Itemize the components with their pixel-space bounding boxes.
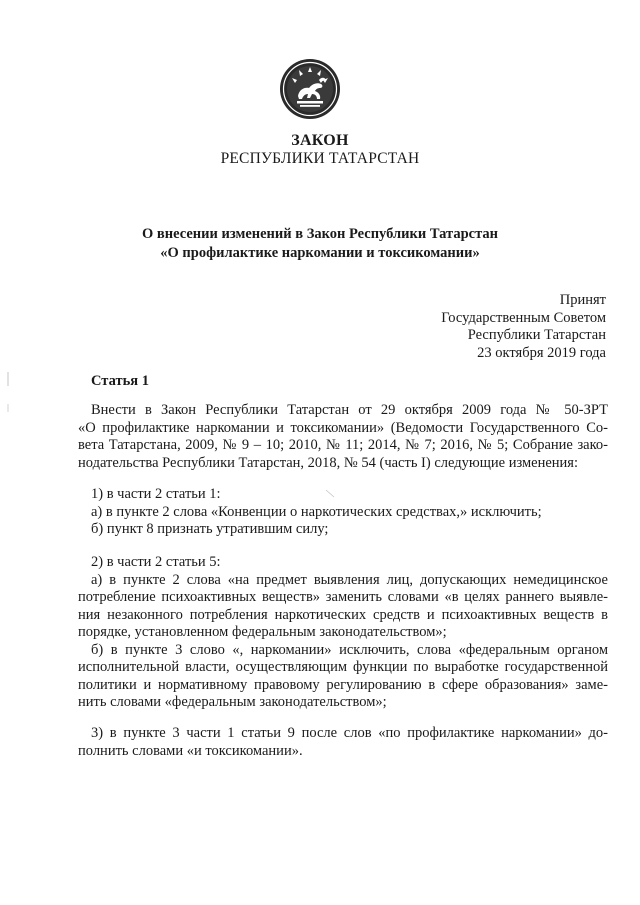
text-line: политики и нормативному правовому регулированию в сфере образования» заме-: [78, 676, 608, 693]
text-line: Внести в Закон Республики Татарстан от 29 октября 2009 года № 50-ЗРТ: [91, 402, 608, 418]
item-1: [78, 486, 608, 539]
item-2: [78, 554, 608, 712]
issuer-title: РЕСПУБЛИКИ ТАТАРСТАН: [220, 150, 420, 167]
text-line: «О профилактике наркомании и токсикомании» (Ведомости Государственного Со-: [78, 419, 608, 436]
text-line: порядке, установленном федеральным законодательством»;: [78, 624, 447, 640]
text-line: полнить словами «и токсикомании».: [78, 742, 303, 759]
text-line: исполнительной власти, осуществляющим функции по выработке государственной: [78, 659, 608, 675]
text-line: нить словами «федеральным законодательством»;: [78, 694, 387, 710]
text-line: 2) в части 2 статьи 5:: [91, 554, 221, 570]
text-line: б) в пункте 3 слово «, наркомании» исключить, слова «федеральным органом: [91, 641, 608, 658]
adoption-date: 23 октября 2019 года: [477, 344, 606, 361]
text-line: 3) в пункте 3 части 1 статьи 9 после слов «по профилактике наркомании» до-: [91, 725, 608, 741]
adoption-line: Государственным Советом: [441, 309, 606, 326]
tatarstan-emblem-icon: [279, 58, 341, 120]
text-line: б) пункт 8 признать утратившим силу;: [91, 521, 329, 537]
law-subject-line-1: О внесении изменений в Закон Республики Татарстан: [142, 226, 498, 242]
law-subject-line-2: «О профилактике наркомании и токсикомании»: [160, 245, 480, 261]
item-3: [78, 725, 608, 760]
text-line: потребление психоактивных веществ» заменить словами «в целях раннего выявле-: [78, 589, 608, 605]
document-type-title: ЗАКОН: [291, 132, 349, 149]
text-line: нодательства Республики Татарстан, 2018, № 54 (часть I) следующие изменения:: [78, 454, 579, 471]
text-line: а) в пункте 2 слова «на предмет выявления лиц, допускающих немедицинское: [91, 571, 608, 588]
text-line: 1) в части 2 статьи 1:: [91, 486, 221, 502]
article-heading: Статья 1: [91, 373, 149, 389]
adoption-line: Принят: [559, 292, 606, 308]
text-line: ния незаконного потребления наркотических средств и психоактивных веществ в: [78, 606, 608, 623]
adoption-line: Республики Татарстан: [467, 327, 606, 343]
text-line: а) в пункте 2 слова «Конвенции о наркотических средствах,» исключить;: [91, 503, 542, 520]
text-line: вета Татарстана, 2009, № 9 – 10; 2010, № 11; 2014, № 7; 2016, № 5; Собрание зако-: [78, 437, 608, 453]
adoption-block: [441, 292, 606, 362]
intro-paragraph: [78, 402, 608, 472]
